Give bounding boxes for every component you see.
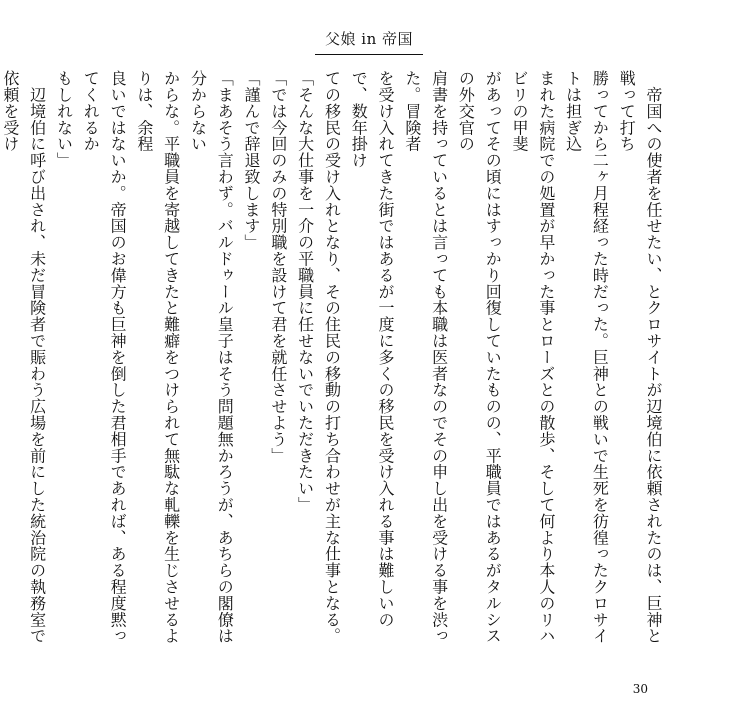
- text-line: があってその頃にはすっかり回復していたものの、平職員ではあるがタルシスの外交官の: [456, 70, 503, 644]
- text-line: ての移民の受け入れとなり、その住民の移動の打ち合わせが主な仕事となる。: [322, 70, 342, 644]
- chapter-title: 父娘 in 帝国: [315, 24, 423, 55]
- dialogue-line: からな。平職員を寄越してきたと難癖をつけられて無駄な軋轢を生じさせるよりは、余程: [134, 70, 181, 644]
- text-line: 肩書を持っているとは言っても本職は医者なのでその申し出を受ける事を渋った。冒険者: [402, 70, 449, 644]
- text-line: まれた病院での処置が早かった事とローズとの散歩、そして何より本人のリハビリの甲斐: [510, 70, 556, 644]
- page-header: [0, 24, 738, 55]
- page-number: 30: [632, 682, 648, 696]
- text-line: 勝ってから二ヶ月程経った時だった。巨神との戦いで生死を彷徨ったクロサイトは担ぎ込: [563, 70, 610, 644]
- dialogue-line: もしれない」: [54, 70, 74, 169]
- body-text: [0, 70, 666, 650]
- dialogue-line: 「そんな大仕事を一介の平職員に任せないでいただきたい」: [295, 70, 315, 513]
- dialogue-line: 良いではないか。帝国のお偉方も巨神を倒した君相手であれば、ある程度黙ってくれるか: [81, 70, 128, 644]
- dialogue-line: 「謹んで辞退致します」: [242, 70, 262, 251]
- text-line: 辺境伯に呼び出され、未だ冒険者で賑わう広場を前にした統治院の執務室で依頼を受け: [0, 70, 47, 644]
- dialogue-line: 「では今回のみの特別職を設けて君を就任させよう」: [268, 70, 288, 464]
- text-line: 帝国への使者を任せたい、とクロサイトが辺境伯に依頼されたのは、巨神と戦って打ち: [617, 70, 663, 644]
- dialogue-line: 「まあそう言わず。バルドゥール皇子はそう問題無かろうが、あちらの閣僚は分からない: [188, 70, 235, 644]
- text-line: を受け入れてきた街ではあるが一度に多くの移民を受け入れる事は難しいので、数年掛け: [349, 70, 396, 628]
